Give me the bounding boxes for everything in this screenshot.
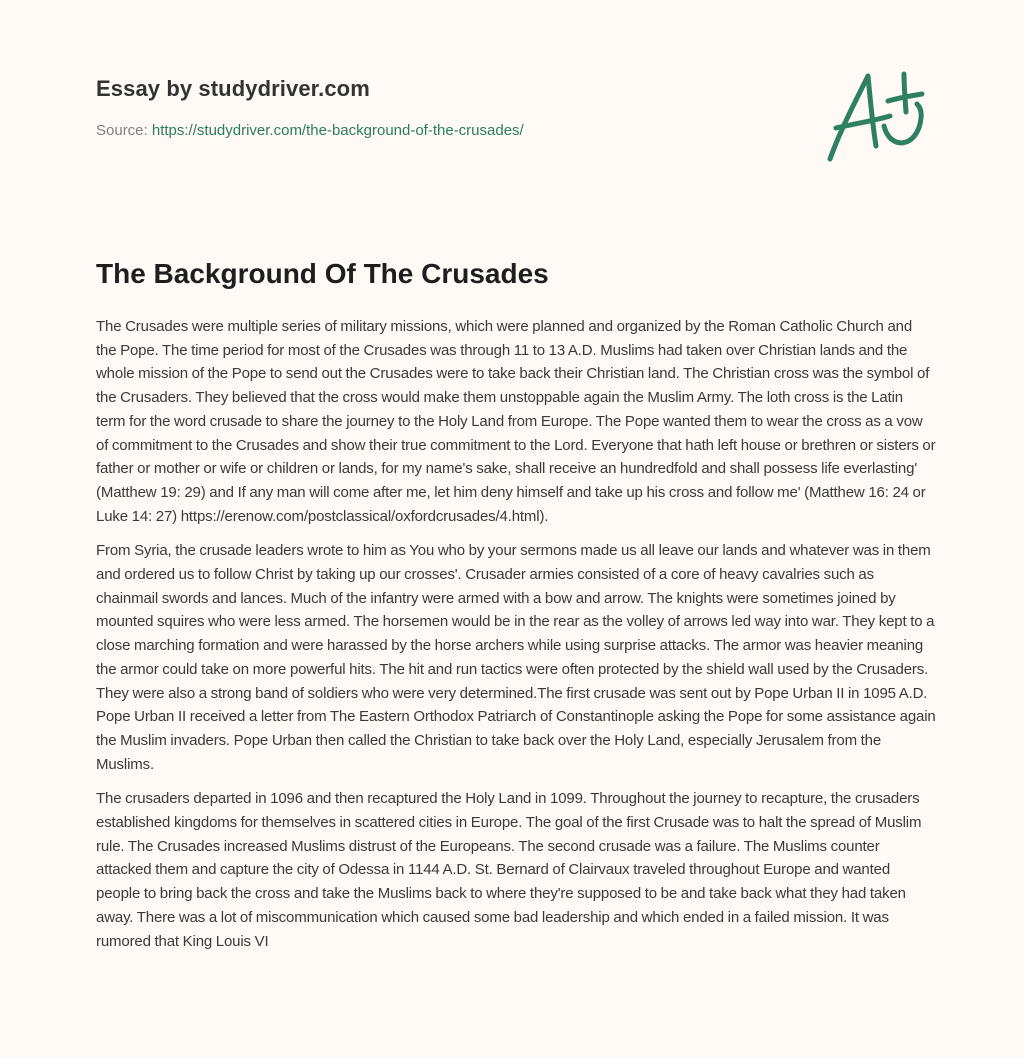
document-title: The Background Of The Crusades [96, 258, 549, 289]
a-plus-grade-icon [818, 66, 930, 164]
essay-body [96, 315, 936, 964]
source-link[interactable]: https://studydriver.com/the-background-of-the-crusades/ [151, 122, 524, 139]
paragraph: The crusaders departed in 1096 and then recaptured the Holy Land in 1099. Throughout the journey to recapture, the crusaders established kingdoms for themselves in scattered cities in Europe. The goal of the first Crusade was to halt the spread of Muslim rule. The Crusades increased Muslims distrust of the Europeans. The second crusade was a failure. The Muslims counter attacked them and capture the city of Odessa in 1144 A.D. St. Bernard of Clairvaux traveled throughout Europe and wanted people to bring back the cross and take the Muslims back to where they're supposed to be and take back what they had taken away. There was a lot of miscommunication which caused some bad leadership and which ended in a failed mission. It was rumored that King Louis VI [96, 790, 922, 950]
source-label: Source: [96, 122, 148, 139]
paragraph: From Syria, the crusade leaders wrote to him as You who by your sermons made us all leave our lands and whatever was in them and ordered us to follow Christ by taking up our crosses'. Crusader armies consisted of a core of heavy cavalries such as chainmail swords and lances. Much of the infantry were armed with a bow and arrow. The knights were sometimes joined by mounted squires who were less armed. The horsemen would be in the rear as the volley of arrows led way into war. They kept to a close marching formation and were harassed by the horse archers while using surprise attacks. The armor was heavier meaning the armor could take on more powerful hits. The hit and run tactics were often protected by the shield wall used by the Crusaders. They were also a strong band of soldiers who were very determined.The first crusade was sent out by Pope Urban II in 1095 A.D. Pope Urban II received a letter from The Eastern Orthodox Patriarch of Constantinople asking the Pope for some assistance again the Muslim invaders. Pope Urban then called the Christian to take back over the Holy Land, especially Jerusalem from the Muslims. [96, 542, 936, 773]
paragraph: The Crusades were multiple series of military missions, which were planned and organized by the Roman Catholic Church and the Pope. The time period for most of the Crusades was through 11 to 13 A.D. Muslims had taken over Christian lands and the whole mission of the Pope to send out the Crusades were to take back their Christian land. The Christian cross was the symbol of the Crusaders. They believed that the cross would make them unstoppable again the Muslim Army. The loth cross is the Latin term for the word crusade to share the journey to the Holy Land from Europe. The Pope wanted them to wear the cross as a vow of commitment to the Crusades and show their true commitment to the Lord. Everyone that hath left house or brethren or sisters or father or mother or wife or children or lands, for my name's sake, shall receive an hundredfold and shall possess life everlasting' (Matthew 19: 29) and If any man will come after me, let him deny himself and take up his cross and follow me' (Matthew 16: 24 or Luke 14: 27) https://erenow.com/postclassical/oxfordcrusades/4.html). [96, 318, 936, 525]
site-title: Essay by studydriver.com [96, 76, 370, 101]
essay-header [96, 74, 796, 141]
source-line [96, 121, 796, 141]
